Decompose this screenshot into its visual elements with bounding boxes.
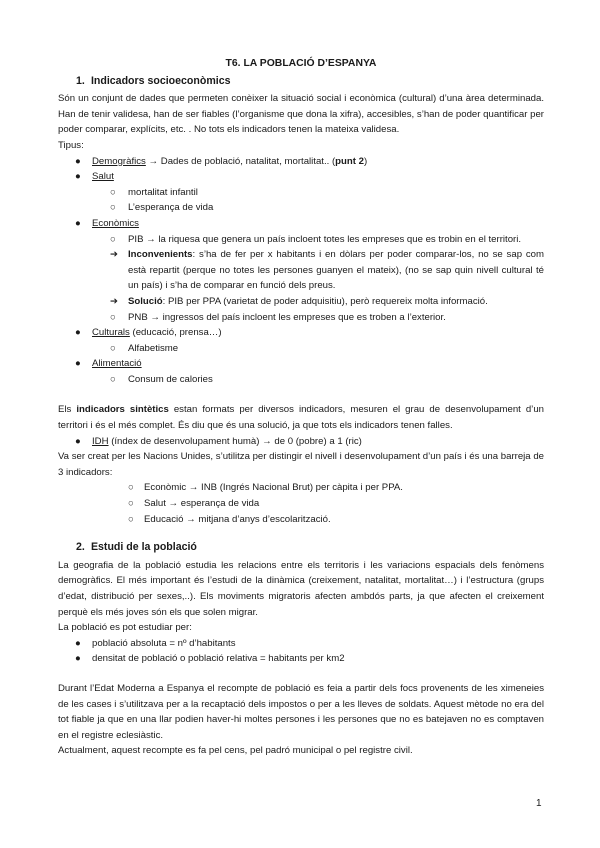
list-item-text: densitat de població o població relativa = habitants per km2	[92, 653, 345, 665]
sintetics-bold: indicadors sintètics	[76, 404, 169, 416]
sub-item-text: Consum de calories	[128, 373, 213, 385]
circle-bullet-icon: ○	[128, 498, 134, 510]
sub-item	[58, 341, 544, 357]
list-item-salut	[58, 169, 544, 185]
solucio-text: : PIB per PPA (varietat de poder adquisitiu), però requereix molta informació.	[162, 295, 488, 307]
sub-item-solucio	[58, 294, 544, 310]
arrow-bullet-icon: ➔	[110, 249, 119, 261]
section-1-title: Indicadors socioeconòmics	[90, 74, 231, 87]
sub-item-text: Salut → esperança de vida	[144, 498, 260, 510]
circle-bullet-icon: ○	[110, 311, 116, 323]
sub-item-text: L’esperança de vida	[128, 202, 214, 214]
page-title: T6. LA POBLACIÓ D’ESPANYA	[225, 58, 377, 69]
bullet-icon: ●	[75, 653, 81, 665]
section-1-heading	[58, 74, 544, 90]
demografics-label: Demogràfics	[92, 155, 146, 167]
section-1-intro: Són un conjunt de dades que permeten conèixer la situació social i econòmica (cultural) d’una àrea determinada. Han de tenir validesa, han de ser fiables (l’organisme que dona la xifra), accesibles, s’han de poder quantificar per poder comparar, explícits, etc. . No tots els indicadors tenen la mateixa validesa.	[58, 93, 544, 136]
bullet-icon: ●	[75, 155, 81, 167]
page-number: 1	[536, 798, 542, 809]
circle-bullet-icon: ○	[110, 373, 116, 385]
inconvenients-label: Inconvenients	[128, 249, 193, 261]
bullet-icon: ●	[75, 327, 81, 339]
sub-item	[58, 185, 544, 201]
idh-text: (índex de desenvolupament humà) → de 0 (pobre) a 1 (ric)	[108, 435, 362, 447]
sub-item	[58, 372, 544, 388]
sub-item-text: Econòmic → INB (Ingrés Nacional Brut) per càpita i per PPA.	[144, 482, 403, 494]
section-1-number: 1.	[76, 74, 85, 87]
circle-bullet-icon: ○	[110, 342, 116, 354]
sub-item	[58, 496, 544, 512]
list-item-economics	[58, 216, 544, 232]
section-2-number: 2.	[76, 541, 85, 554]
sub-item	[58, 512, 544, 528]
sub-item	[58, 200, 544, 216]
list-item-culturals	[58, 325, 544, 341]
inconvenients-text: : s’ha de fer per x habitants i en dòlars per poder comparar-los, no se sap com està repartit (perque no totes les persones guanyen el mateix), (no se sap quin nivell cultural té un país) i s’ha de comparar en funció dels preus.	[128, 249, 544, 292]
indicator-types-list	[58, 154, 544, 388]
spacer	[58, 667, 544, 681]
actual-paragraph: Actualment, aquest recompte es fa pel cens, pel padró municipal o pel registre civil.	[58, 745, 413, 757]
demografics-text: → Dades de població, natalitat, mortalitat.. (	[145, 155, 336, 167]
sintetics-pre: Els	[58, 404, 77, 416]
tipus-label: Tipus:	[58, 139, 84, 151]
bullet-icon: ●	[75, 217, 81, 229]
sub-item-inconvenients	[58, 247, 544, 294]
list-item-text: població absoluta = nº d’habitants	[92, 637, 236, 649]
study-list	[58, 636, 544, 667]
culturals-text: (educació, prensa…)	[129, 327, 222, 339]
alimentacio-label: Alimentació	[92, 358, 142, 370]
sub-item-pib	[58, 232, 544, 248]
section-2-heading	[58, 540, 544, 556]
list-item-alimentacio	[58, 356, 544, 372]
spacer	[58, 387, 544, 402]
circle-bullet-icon: ○	[128, 513, 134, 525]
section-2-intro: La geografia de la població estudia les relacions entre els territoris i les variacions espacials dels fenòmens demogràfics. El més important és l’estudi de la dinàmica (creixement, natalitat, mortalitat…) i l’estructura (grups d’edat, distribució per sexes,..). Els moviments migratoris afecten ambdós parts, ja que afecten el creixement perquè els més joves són els que solen migrar.	[58, 559, 544, 618]
arrow-bullet-icon: ➔	[110, 295, 119, 307]
circle-bullet-icon: ○	[110, 233, 116, 245]
salut-label: Salut	[92, 171, 114, 183]
sub-item-text: Educació → mitjana d’anys d’escolarització.	[144, 513, 331, 525]
demografics-bold: punt 2	[335, 155, 364, 167]
bullet-icon: ●	[75, 358, 81, 370]
section-2-title: Estudi de la població	[90, 541, 197, 554]
idh-description: Va ser creat per les Nacions Unides, s’utilitza per distingir el nivell i desenvolupament d’un país i és una barreja de 3 indicadors:	[58, 451, 544, 478]
circle-bullet-icon: ○	[110, 186, 116, 198]
sintetics-paragraph	[58, 402, 544, 433]
circle-bullet-icon: ○	[110, 202, 116, 214]
history-paragraph: Durant l’Edat Moderna a Espanya el recompte de població es feia a partir dels focs provenents de les ximeneies de les cases i s’utilitzava per a la recaptació dels impostos o per a les lleves de soldats. Aquest mètode no era del tot fiable ja que en una llar podien haver-hi moltes persones i les persones que no es batejaven no es comptaven en el registre eclesiàstic.	[58, 682, 544, 741]
idh-list	[58, 434, 544, 450]
solucio-label: Solució	[128, 295, 163, 307]
bullet-icon: ●	[75, 637, 81, 649]
demografics-close: )	[363, 155, 368, 167]
list-item-idh	[58, 434, 544, 450]
list-item	[58, 651, 544, 667]
sub-item-text: Alfabetisme	[128, 342, 179, 354]
circle-bullet-icon: ○	[128, 482, 134, 494]
idh-components-list	[58, 480, 544, 527]
list-item	[58, 636, 544, 652]
sintetics-post: estan formats per diversos indicadors, mesuren el grau de desenvolupament d’un territori i és el més complet. És diu que és una solució, ja que tots els indicadors tenen falles.	[58, 404, 544, 432]
sub-item	[58, 480, 544, 496]
sub-item-pnb	[58, 310, 544, 326]
pib-text: PIB → la riquesa que genera un país incloent totes les empreses que es trobin en el territori.	[128, 233, 522, 245]
pnb-text: PNB → ingressos del país incloent les empreses que es troben a l’exterior.	[128, 311, 446, 323]
idh-label: IDH	[92, 435, 109, 447]
bullet-icon: ●	[75, 435, 81, 447]
economics-label: Econòmics	[92, 217, 139, 229]
culturals-label: Culturals	[92, 327, 130, 339]
study-label: La població es pot estudiar per:	[58, 622, 192, 634]
sub-item-text: mortalitat infantil	[128, 186, 198, 198]
list-item-demografics	[58, 154, 544, 170]
bullet-icon: ●	[75, 171, 81, 183]
